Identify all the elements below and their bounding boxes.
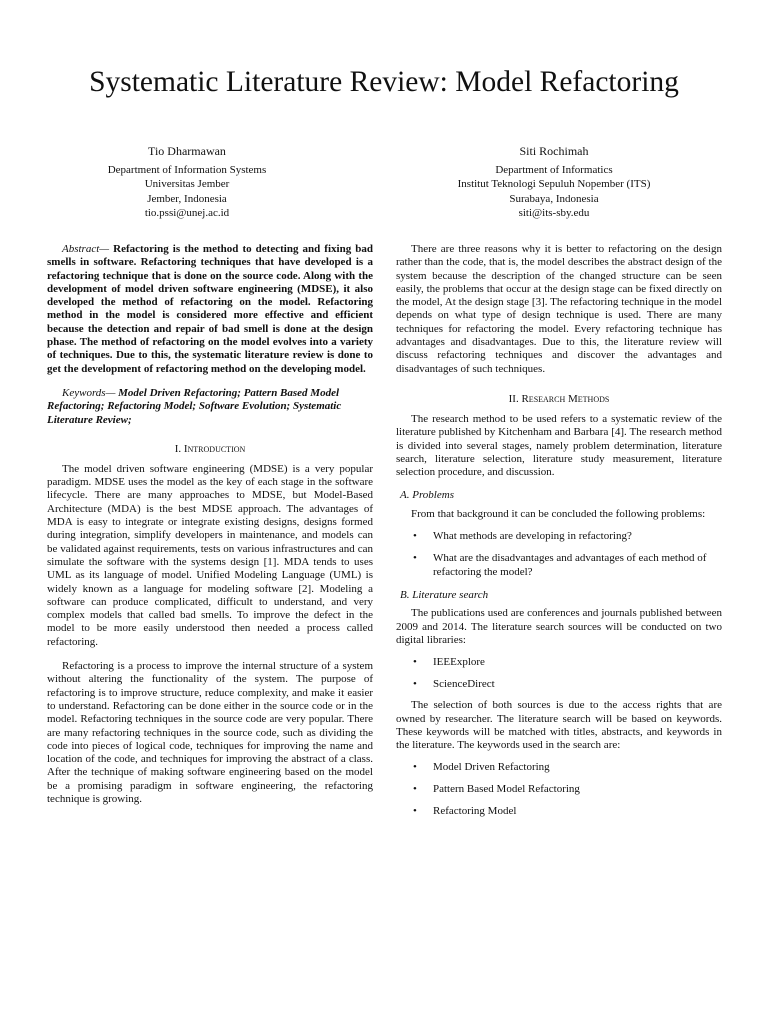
list-item-text: Pattern Based Model Refactoring	[433, 783, 580, 796]
list-item-text: What methods are developing in refactoring?	[433, 530, 632, 543]
abstract	[47, 243, 373, 376]
bullet-icon: •	[413, 678, 417, 691]
subsection-heading-problems: A. Problems	[400, 489, 454, 502]
bullet-icon: •	[413, 656, 417, 669]
list-item-text: IEEExplore	[433, 656, 485, 669]
list-item	[413, 677, 722, 691]
keywords-list	[396, 760, 722, 818]
subsection-heading-literature-search: B. Literature search	[400, 589, 489, 602]
methods-paragraph: The research method to be used refers to a systematic review of the literature published by Kitchenham and Barbara [4]. The research method is divided into several stages, namely problem determination, literature search, literature selection, literature study measurement, literature selection procedure, and discussion.	[396, 412, 722, 479]
keywords	[47, 387, 373, 427]
bullet-icon: •	[413, 761, 417, 774]
bullet-icon: •	[413, 530, 417, 543]
left-column	[47, 243, 373, 806]
list-item-text: What are the disadvantages and advantages of each method of refactoring the model?	[433, 552, 707, 579]
abstract-label: Abstract—	[62, 243, 110, 255]
author-block-2	[404, 144, 704, 221]
paper-title: Systematic Literature Review: Model Refactoring	[89, 66, 679, 98]
intro-paragraph-3: There are three reasons why it is better to refactoring on the design rather than the code, that is, the model describes the abstract design of the system because the description of the changed structure can be seen easily, the problems that occur at the design stage can be fixed directly on the model, At the design stage [3]. The refactoring technique in the model depends on what type of design technique is used. There are many techniques for refactoring the model. Every refactoring technique has advantages and disadvantages. Due to this, the literature review will discuss refactoring techniques and discover the advantages and disadvantages of such techniques.	[396, 243, 722, 375]
bullet-icon: •	[413, 783, 417, 796]
libraries-list	[396, 655, 722, 691]
author-affiliation-line: Jember, Indonesia	[147, 192, 227, 205]
list-item	[413, 655, 722, 669]
list-item	[413, 529, 722, 543]
author-name: Tio Dharmawan	[148, 144, 226, 158]
intro-paragraph-2: Refactoring is a process to improve the internal structure of a system without altering the functionality of the system. The purpose of refactoring is to improve structure, reduce complexity, and make it easier to understand. Refactoring can be done either in the source code or in the model. Refactoring techniques in the source code are very popular. There are many refactoring techniques in the source code, such as dividing the code into pieces of logical code, techniques for improving the name and location of the code, and techniques for improving the abstract of a class. After the technique of making software engineering based on the model be a promising paradigm in software engineering, the refactoring technique is growing.	[47, 660, 373, 805]
intro-paragraph-1: The model driven software engineering (MDSE) is a very popular paradigm. MDSE uses the model as the key of each stage in the software lifecycle. There are many approaches to MDSE, but Model-Based Architecture (MDA) is the best MDSE approach. The advantages of MDA is easy to integrate or integrate existing designs, designs formed during integration, simplify developers in maintenance, and models can be validated against requirements, tests on various infrastructures and can simulate the software with the systems design [1]. MDA tends to uses UML as its language of model. Unified Modeling Language (UML) is widely known as a language for modeling software [2]. Modeling a software can produce complicated, difficult to understand, and very complex models that called bad smells. To improve the defect in the model to be more easily understood then needed a process called refactoring.	[47, 462, 373, 648]
author-email: siti@its-sby.edu	[518, 207, 590, 220]
section-heading-introduction: I. Introduction	[174, 442, 246, 455]
problems-list	[396, 529, 722, 579]
author-affiliation-line: Department of Informatics	[495, 164, 613, 176]
section-heading-research-methods: II. Research Methods	[508, 392, 610, 405]
list-item	[413, 551, 722, 579]
list-item-text: ScienceDirect	[433, 678, 495, 691]
author-affiliation-line: Universitas Jember	[144, 178, 230, 191]
author-affiliation-line: Surabaya, Indonesia	[509, 192, 599, 205]
author-affiliation-line: Institut Teknologi Sepuluh Nopember (ITS)	[457, 178, 651, 191]
abstract-text: Refactoring is the method to detecting and fixing bad smells in software. Refactoring techniques that have developed is a refactoring technique that is done on the source code. Along with the development of model driven software engineering (MDSE), it also developed the method of refactoring on the model. Refactoring method in the model is considered more effective and efficient because the detection and repair of bad smell is done at the design phase. The method of refactoring on the model evolves into a variety of techniques. Due to this, the systematic literature review is done to get the development of refactoring method on the developing model.	[47, 243, 374, 375]
author-affiliation-line: Department of Information Systems	[107, 164, 267, 176]
list-item-text: Model Driven Refactoring	[433, 761, 550, 774]
problems-paragraph: From that background it can be concluded the following problems:	[411, 507, 706, 520]
list-item-text: Refactoring Model	[433, 805, 517, 818]
list-item	[413, 804, 722, 818]
search-paragraph-2: The selection of both sources is due to the access rights that are owned by researcher. The literature search will be based on keywords. These keywords will be matched with titles, abstracts, and keywords in the literature. The keywords used in the search are:	[396, 699, 722, 752]
author-name: Siti Rochimah	[519, 144, 589, 158]
bullet-icon: •	[413, 805, 417, 818]
keywords-text: Model Driven Refactoring; Pattern Based Model Refactoring; Refactoring Model; Software Evolution; Systematic Literature Review;	[47, 386, 342, 426]
list-item	[413, 760, 722, 774]
list-item	[413, 782, 722, 796]
right-column	[396, 243, 722, 826]
keywords-label: Keywords—	[62, 386, 116, 399]
author-block-1	[37, 144, 337, 221]
search-paragraph: The publications used are conferences and journals published between 2009 and 2014. The literature search sources will be conducted on two digital libraries:	[396, 607, 722, 646]
author-email: tio.pssi@unej.ac.id	[144, 207, 230, 220]
bullet-icon: •	[413, 552, 417, 565]
